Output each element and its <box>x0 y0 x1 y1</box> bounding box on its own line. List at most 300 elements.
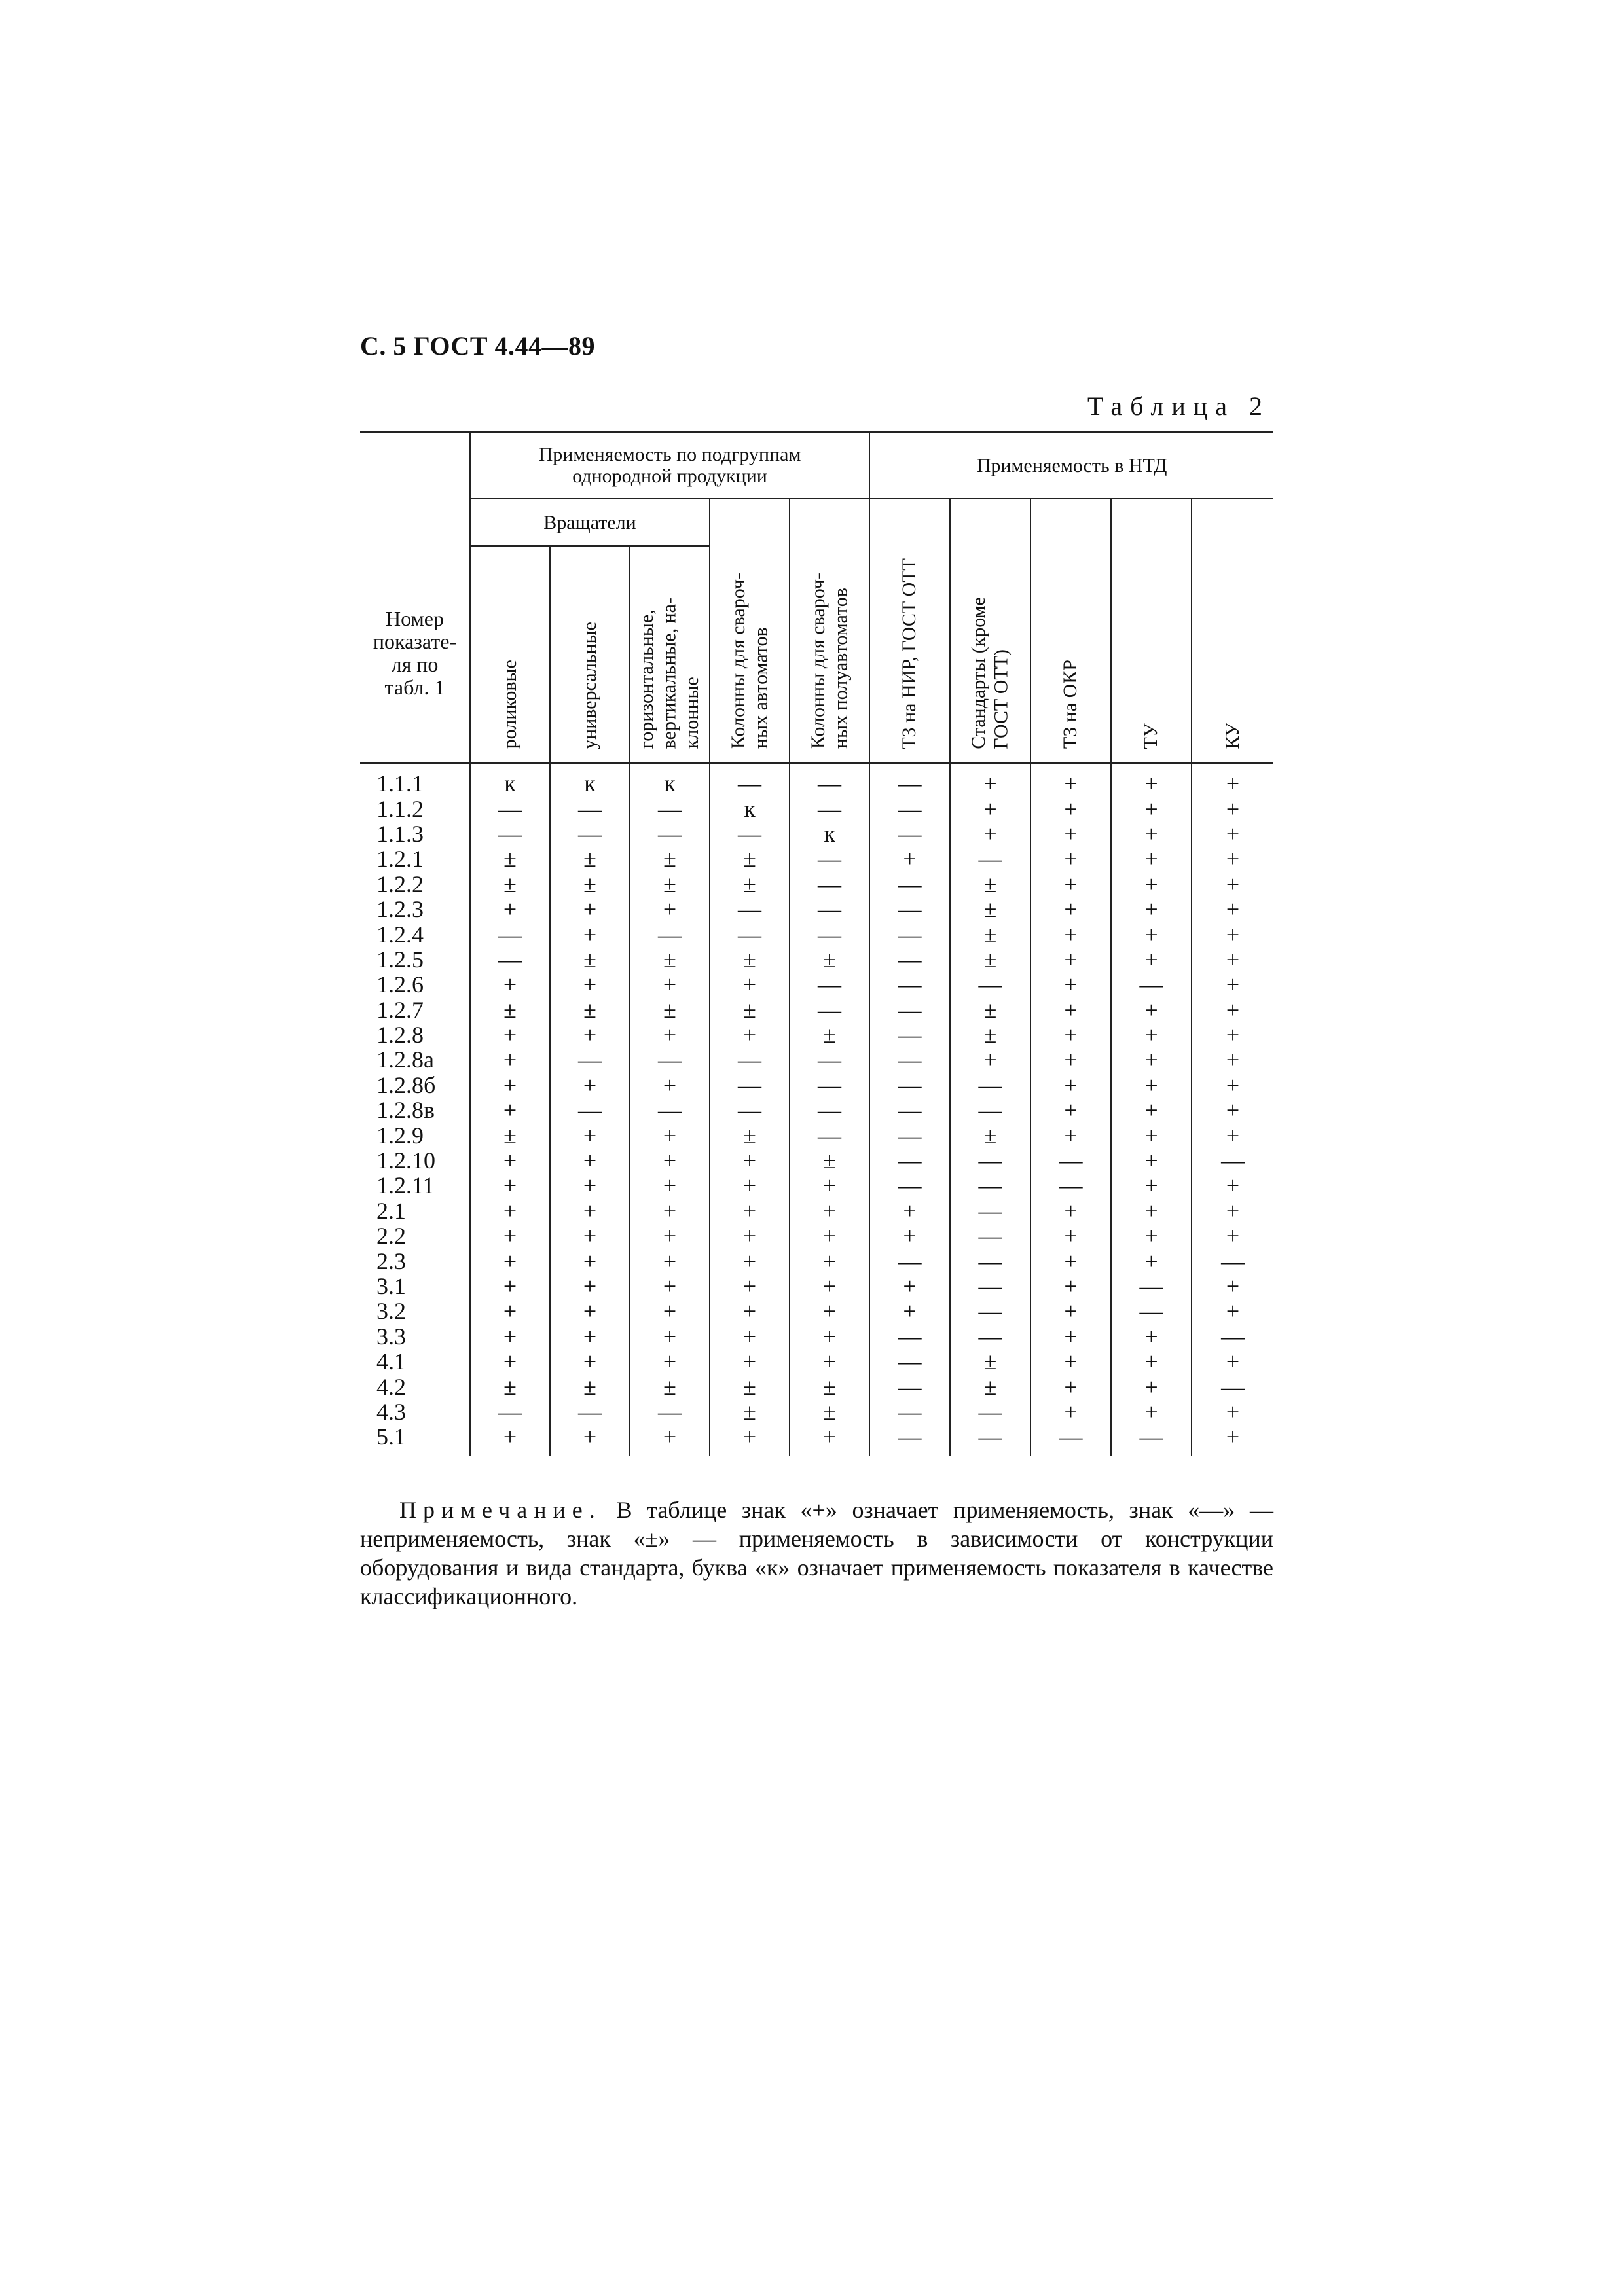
applicability-cell: — <box>869 1248 950 1273</box>
applicability-cell: — <box>869 947 950 972</box>
applicability-cell: — <box>869 796 950 821</box>
applicability-cell: — <box>550 1047 630 1072</box>
table-caption: Таблица 2 <box>1087 391 1270 421</box>
applicability-cell: + <box>1111 997 1192 1022</box>
applicability-cell: — <box>869 1399 950 1424</box>
applicability-cell: + <box>470 897 550 922</box>
applicability-cell: + <box>470 1022 550 1047</box>
rotators-header: Вращатели <box>470 499 710 546</box>
applicability-cell: — <box>550 796 630 821</box>
applicability-cell: + <box>470 1223 550 1248</box>
applicability-cell: — <box>790 1073 869 1098</box>
applicability-cell: — <box>869 1324 950 1349</box>
col-header-1 <box>470 546 550 764</box>
indicator-number-cell: 1.1.1 <box>376 770 424 797</box>
table-row <box>360 1022 1273 1047</box>
applicability-cell: + <box>1192 1073 1273 1098</box>
applicability-cell: + <box>1111 764 1192 797</box>
applicability-cell: + <box>630 1198 710 1223</box>
applicability-cell: + <box>710 1248 790 1273</box>
applicability-cell: + <box>1111 1198 1192 1223</box>
applicability-cell: + <box>790 1173 869 1198</box>
applicability-cell: + <box>790 1274 869 1299</box>
applicability-cell: + <box>1111 1173 1192 1198</box>
applicability-cell: + <box>1192 1122 1273 1147</box>
applicability-cell: ± <box>950 1349 1030 1374</box>
applicability-cell: — <box>470 796 550 821</box>
table-row <box>360 1274 1273 1299</box>
table-row <box>360 897 1273 922</box>
applicability-cell: + <box>790 1324 869 1349</box>
applicability-cell: + <box>1030 972 1111 997</box>
applicability-cell: + <box>790 1349 869 1374</box>
applicability-cell: — <box>790 897 869 922</box>
applicability-cell: + <box>950 821 1030 846</box>
indicator-number-cell: 1.2.11 <box>376 1172 435 1199</box>
table-row <box>360 1098 1273 1122</box>
applicability-cell: + <box>869 846 950 871</box>
col-header-4 <box>710 499 790 764</box>
applicability-cell: + <box>550 897 630 922</box>
indicator-number-cell: 4.3 <box>376 1398 406 1425</box>
applicability-cell: + <box>1111 1148 1192 1173</box>
applicability-cell: — <box>630 1399 710 1424</box>
applicability-cell: + <box>710 1349 790 1374</box>
applicability-cell: ± <box>550 1374 630 1399</box>
applicability-cell: — <box>630 1098 710 1122</box>
applicability-cell: ± <box>470 872 550 897</box>
applicability-cell: ± <box>550 947 630 972</box>
applicability-cell: + <box>630 1073 710 1098</box>
applicability-cell: — <box>630 821 710 846</box>
applicability-cell: + <box>1111 897 1192 922</box>
applicability-cell: — <box>790 1047 869 1072</box>
applicability-cell: + <box>710 1022 790 1047</box>
applicability-cell: + <box>470 1424 550 1456</box>
applicability-cell: — <box>869 1424 950 1456</box>
applicability-cell: к <box>630 764 710 797</box>
applicability-cell: + <box>1030 947 1111 972</box>
table-row <box>360 947 1273 972</box>
applicability-cell: + <box>1192 1098 1273 1122</box>
applicability-cell: — <box>790 872 869 897</box>
applicability-cell: + <box>1030 1073 1111 1098</box>
table-row <box>360 1223 1273 1248</box>
applicability-cell: + <box>470 972 550 997</box>
applicability-cell: + <box>1111 1122 1192 1147</box>
applicability-cell: + <box>1030 846 1111 871</box>
applicability-cell: — <box>1192 1374 1273 1399</box>
table-row <box>360 872 1273 897</box>
applicability-cell: ± <box>950 922 1030 946</box>
applicability-cell: + <box>1111 1047 1192 1072</box>
applicability-cell: + <box>550 1122 630 1147</box>
applicability-cell: + <box>1192 1198 1273 1223</box>
applicability-cell: — <box>710 897 790 922</box>
applicability-cell: + <box>550 1248 630 1273</box>
applicability-cell: — <box>790 972 869 997</box>
applicability-cell: — <box>950 1399 1030 1424</box>
indicator-number-cell: 4.1 <box>376 1348 406 1375</box>
applicability-cell: — <box>710 1098 790 1122</box>
applicability-cell: — <box>1030 1148 1111 1173</box>
applicability-cell: — <box>950 1299 1030 1323</box>
applicability-cell: — <box>950 1098 1030 1122</box>
col-header-9-text: ТУ <box>1140 723 1162 749</box>
col-header-5-text: Колонны для свароч- ных полуавтоматов <box>807 573 852 749</box>
applicability-cell: — <box>470 821 550 846</box>
indicator-number-cell: 1.2.8а <box>376 1047 434 1073</box>
applicability-cell: — <box>950 1424 1030 1456</box>
applicability-cell: — <box>710 821 790 846</box>
indicator-number-cell: 1.2.8 <box>376 1022 424 1049</box>
applicability-cell: — <box>950 1324 1030 1349</box>
applicability-cell: — <box>869 972 950 997</box>
applicability-cell: + <box>1192 1399 1273 1424</box>
applicability-cell: — <box>950 1173 1030 1198</box>
applicability-cell: ± <box>950 947 1030 972</box>
indicator-number-cell: 1.2.4 <box>376 921 424 948</box>
table-row <box>360 972 1273 997</box>
applicability-cell: + <box>470 1098 550 1122</box>
applicability-cell: + <box>630 1299 710 1323</box>
applicability-cell: — <box>869 764 950 797</box>
applicability-cell: + <box>1111 1073 1192 1098</box>
applicability-cell: + <box>630 1424 710 1456</box>
applicability-cell: + <box>1030 1248 1111 1273</box>
applicability-cell: + <box>470 1047 550 1072</box>
applicability-cell: + <box>950 764 1030 797</box>
applicability-cell: + <box>1192 846 1273 871</box>
col-header-3 <box>630 546 710 764</box>
indicator-number-cell: 1.2.5 <box>376 946 424 973</box>
applicability-cell: + <box>790 1424 869 1456</box>
applicability-cell: — <box>950 1223 1030 1248</box>
applicability-cell: + <box>1192 897 1273 922</box>
applicability-cell: ± <box>950 1374 1030 1399</box>
indicator-number-cell: 1.2.6 <box>376 971 424 998</box>
applicability-cell: + <box>1030 1098 1111 1122</box>
table-row <box>360 1198 1273 1223</box>
col-header-7 <box>950 499 1030 764</box>
applicability-cell: — <box>869 897 950 922</box>
applicability-cell: + <box>1030 1399 1111 1424</box>
indicator-number-cell: 1.1.2 <box>376 795 424 822</box>
applicability-cell: — <box>869 1173 950 1198</box>
applicability-cell: ± <box>470 997 550 1022</box>
applicability-cell: — <box>790 922 869 946</box>
applicability-cell: ± <box>790 1148 869 1173</box>
applicability-cell: — <box>710 922 790 946</box>
applicability-cell: + <box>1192 1173 1273 1198</box>
applicability-cell: — <box>790 997 869 1022</box>
applicability-cell: ± <box>710 1399 790 1424</box>
applicability-cell: + <box>550 972 630 997</box>
table-row <box>360 764 1273 797</box>
applicability-cell: + <box>1111 1324 1192 1349</box>
applicability-cell: — <box>470 947 550 972</box>
col-header-3-text: горизонтальные, вертикальные, на- клонные <box>636 598 703 749</box>
applicability-cell: + <box>630 1122 710 1147</box>
applicability-cell: — <box>869 1349 950 1374</box>
applicability-cell: + <box>1030 1122 1111 1147</box>
applicability-cell: + <box>1192 1047 1273 1072</box>
applicability-cell: ± <box>710 1122 790 1147</box>
applicability-cell: — <box>710 1047 790 1072</box>
indicator-number-cell: 2.3 <box>376 1247 406 1274</box>
table-row <box>360 1073 1273 1098</box>
applicability-cell: + <box>470 1299 550 1323</box>
table-row <box>360 1424 1273 1456</box>
applicability-cell: + <box>1192 947 1273 972</box>
applicability-cell: — <box>1192 1148 1273 1173</box>
applicability-cell: + <box>1030 1274 1111 1299</box>
applicability-cell: — <box>790 1122 869 1147</box>
applicability-cell: + <box>1030 821 1111 846</box>
applicability-cell: ± <box>950 897 1030 922</box>
col-header-6 <box>869 499 950 764</box>
applicability-cell: + <box>550 1022 630 1047</box>
indicator-number-cell: 1.2.8б <box>376 1071 436 1098</box>
applicability-cell: + <box>869 1274 950 1299</box>
table-row <box>360 1324 1273 1349</box>
applicability-cell: + <box>470 1173 550 1198</box>
table-row <box>360 1148 1273 1173</box>
applicability-cell: + <box>550 1198 630 1223</box>
indicator-number-cell: 5.1 <box>376 1424 406 1450</box>
applicability-cell: + <box>1030 764 1111 797</box>
applicability-cell: + <box>470 1349 550 1374</box>
applicability-cell: + <box>630 897 710 922</box>
col-header-8-text: ТЗ на ОКР <box>1059 660 1082 749</box>
applicability-cell: + <box>550 922 630 946</box>
applicability-cell: — <box>550 821 630 846</box>
col-header-2 <box>550 546 630 764</box>
applicability-cell: + <box>1030 872 1111 897</box>
col-header-1-text: роликовые <box>498 660 520 749</box>
applicability-cell: — <box>869 821 950 846</box>
applicability-cell: — <box>869 1047 950 1072</box>
applicability-cell: ± <box>630 872 710 897</box>
applicability-cell: + <box>630 1274 710 1299</box>
applicability-cell: + <box>1192 972 1273 997</box>
applicability-cell: + <box>1192 821 1273 846</box>
col-header-4-text: Колонны для свароч- ных автоматов <box>727 573 771 749</box>
applicability-cell: + <box>470 1198 550 1223</box>
applicability-cell: ± <box>550 872 630 897</box>
applicability-cell: + <box>950 796 1030 821</box>
applicability-cell: — <box>869 997 950 1022</box>
applicability-cell: + <box>630 972 710 997</box>
applicability-cell: + <box>1111 1374 1192 1399</box>
applicability-cell: + <box>710 1274 790 1299</box>
applicability-cell: ± <box>790 947 869 972</box>
applicability-cell: — <box>869 1122 950 1147</box>
applicability-cell: + <box>630 1248 710 1273</box>
applicability-cell: + <box>1192 872 1273 897</box>
applicability-cell: + <box>470 1073 550 1098</box>
applicability-cell: + <box>1192 1223 1273 1248</box>
applicability-cell: + <box>1030 1374 1111 1399</box>
col-header-5 <box>790 499 869 764</box>
applicability-cell: + <box>1192 796 1273 821</box>
applicability-cell: + <box>1111 872 1192 897</box>
applicability-cell: + <box>1111 1022 1192 1047</box>
applicability-cell: — <box>1192 1248 1273 1273</box>
applicability-cell: — <box>710 1073 790 1098</box>
subgroup-applicability-header: Применяемость по подгруппам однородной продукции <box>470 432 869 499</box>
applicability-cell: — <box>1030 1424 1111 1456</box>
applicability-cell: + <box>950 1047 1030 1072</box>
applicability-cell: к <box>550 764 630 797</box>
applicability-cell: + <box>550 1299 630 1323</box>
applicability-cell: ± <box>710 872 790 897</box>
table-body <box>360 764 1273 1456</box>
applicability-cell: — <box>790 846 869 871</box>
applicability-cell: к <box>710 796 790 821</box>
applicability-cell: — <box>470 1399 550 1424</box>
applicability-cell: — <box>869 922 950 946</box>
col-header-8 <box>1030 499 1111 764</box>
applicability-cell: + <box>710 1198 790 1223</box>
applicability-cell: + <box>1111 1223 1192 1248</box>
applicability-cell: — <box>869 1374 950 1399</box>
applicability-cell: ± <box>790 1022 869 1047</box>
applicability-cell: ± <box>950 1022 1030 1047</box>
applicability-cell: + <box>869 1223 950 1248</box>
applicability-cell: — <box>869 1073 950 1098</box>
table-row <box>360 821 1273 846</box>
indicator-number-cell: 1.2.10 <box>376 1147 435 1174</box>
applicability-cell: + <box>1030 796 1111 821</box>
applicability-cell: ± <box>630 1374 710 1399</box>
indicator-number-cell: 3.3 <box>376 1323 406 1350</box>
applicability-cell: + <box>1030 1324 1111 1349</box>
applicability-cell: ± <box>710 997 790 1022</box>
applicability-cell: + <box>550 1148 630 1173</box>
applicability-cell: + <box>790 1299 869 1323</box>
table-row <box>360 1122 1273 1147</box>
applicability-cell: + <box>630 1173 710 1198</box>
applicability-cell: + <box>710 972 790 997</box>
table-row <box>360 846 1273 871</box>
applicability-cell: + <box>550 1073 630 1098</box>
applicability-cell: + <box>1030 1223 1111 1248</box>
applicability-cell: — <box>1111 1274 1192 1299</box>
col-header-10 <box>1192 499 1273 764</box>
table-row <box>360 1173 1273 1198</box>
applicability-cell: + <box>550 1324 630 1349</box>
col-header-7-text: Стандарты (кроме ГОСТ ОТТ) <box>968 596 1012 749</box>
applicability-cell: ± <box>630 997 710 1022</box>
applicability-cell: ± <box>470 1374 550 1399</box>
applicability-cell: + <box>1111 796 1192 821</box>
applicability-cell: + <box>550 1173 630 1198</box>
applicability-cell: — <box>1111 972 1192 997</box>
applicability-cell: + <box>470 1148 550 1173</box>
note-text: В таблице знак «+» означает применяемость, знак «—» — неприменяемость, знак «±» — применяемость в зависимости от конструкции оборудования и вида стандарта, буква «к» означает применяемость показателя в качестве классификационного. <box>360 1497 1273 1609</box>
applicability-cell: + <box>1192 1349 1273 1374</box>
table-row <box>360 1374 1273 1399</box>
applicability-cell: + <box>550 1223 630 1248</box>
applicability-cell: + <box>630 1223 710 1248</box>
applicability-cell: + <box>1192 1274 1273 1299</box>
applicability-table <box>360 431 1273 1456</box>
applicability-cell: + <box>1111 1399 1192 1424</box>
applicability-cell: — <box>950 1274 1030 1299</box>
applicability-cell: + <box>630 1148 710 1173</box>
col-header-2-text: универсальные <box>578 621 600 749</box>
applicability-cell: — <box>1111 1424 1192 1456</box>
col-header-6-text: ТЗ на НИР, ГОСТ ОТТ <box>898 558 921 749</box>
applicability-cell: к <box>470 764 550 797</box>
applicability-cell: + <box>1030 1198 1111 1223</box>
applicability-cell: + <box>1192 1022 1273 1047</box>
applicability-cell: — <box>869 872 950 897</box>
indicator-number-cell: 1.2.8в <box>376 1097 435 1124</box>
col-header-10-text: КУ <box>1221 722 1243 749</box>
applicability-cell: + <box>1192 1424 1273 1456</box>
applicability-cell: + <box>1192 997 1273 1022</box>
applicability-cell: — <box>790 764 869 797</box>
applicability-cell: + <box>470 1248 550 1273</box>
applicability-cell: — <box>470 922 550 946</box>
applicability-cell: + <box>1192 922 1273 946</box>
applicability-cell: — <box>710 764 790 797</box>
table-row <box>360 1349 1273 1374</box>
applicability-cell: — <box>1192 1324 1273 1349</box>
applicability-cell: ± <box>950 1122 1030 1147</box>
indicator-number-cell: 1.1.3 <box>376 820 424 847</box>
applicability-cell: — <box>950 1148 1030 1173</box>
applicability-cell: — <box>1111 1299 1192 1323</box>
table-row <box>360 1399 1273 1424</box>
page-header: С. 5 ГОСТ 4.44—89 <box>360 331 596 361</box>
applicability-cell: + <box>550 1349 630 1374</box>
applicability-cell: к <box>790 821 869 846</box>
applicability-cell: ± <box>630 846 710 871</box>
applicability-cell: + <box>470 1274 550 1299</box>
applicability-cell: — <box>869 1098 950 1122</box>
applicability-cell: + <box>1030 1299 1111 1323</box>
applicability-cell: — <box>950 1073 1030 1098</box>
applicability-cell: ± <box>950 997 1030 1022</box>
applicability-cell: — <box>790 1098 869 1122</box>
indicator-number-cell: 2.2 <box>376 1223 406 1249</box>
applicability-cell: + <box>1111 947 1192 972</box>
table-row <box>360 1047 1273 1072</box>
applicability-cell: ± <box>550 997 630 1022</box>
indicator-number-header-text: Номер показате- ля по табл. 1 <box>373 606 457 700</box>
applicability-cell: + <box>1111 846 1192 871</box>
applicability-cell: + <box>1111 1349 1192 1374</box>
applicability-cell: — <box>790 796 869 821</box>
applicability-cell: ± <box>790 1399 869 1424</box>
applicability-cell: — <box>630 922 710 946</box>
applicability-cell: ± <box>950 872 1030 897</box>
applicability-cell: + <box>1111 821 1192 846</box>
indicator-number-cell: 4.2 <box>376 1373 406 1400</box>
indicator-number-cell: 3.1 <box>376 1273 406 1299</box>
applicability-cell: — <box>630 796 710 821</box>
applicability-cell: + <box>550 1274 630 1299</box>
applicability-cell: — <box>950 846 1030 871</box>
table-row <box>360 1248 1273 1273</box>
applicability-cell: — <box>950 972 1030 997</box>
table-row <box>360 997 1273 1022</box>
applicability-cell: + <box>630 1324 710 1349</box>
indicator-number-cell: 3.2 <box>376 1298 406 1325</box>
